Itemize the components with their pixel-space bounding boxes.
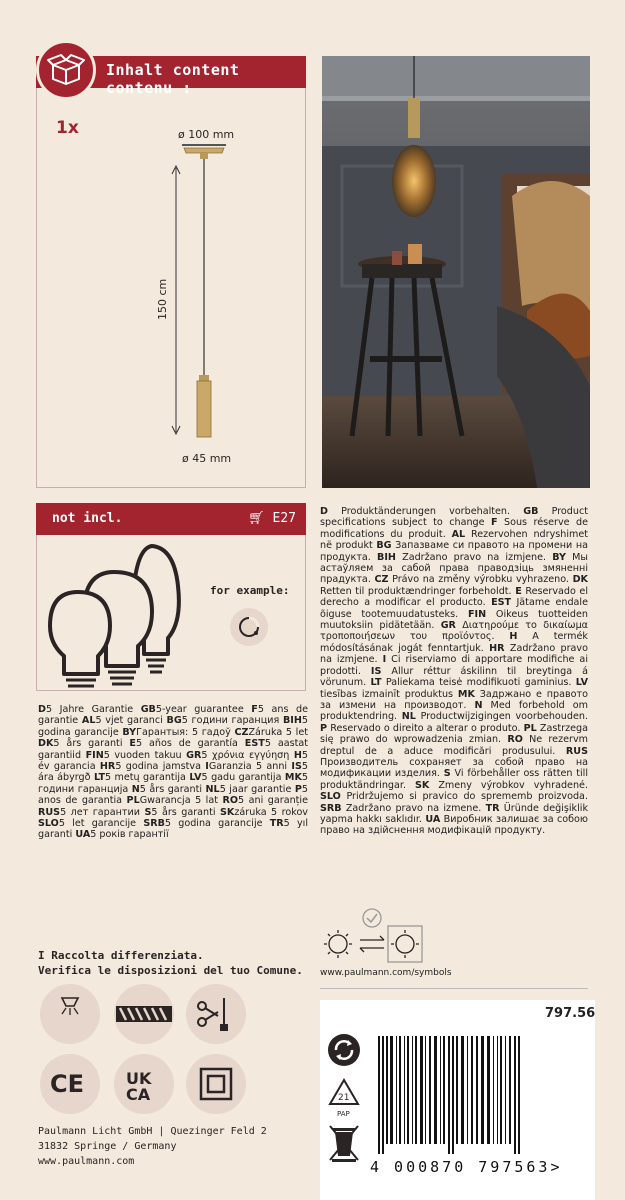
statement-text: Sous réserve de modifications du produit.	[320, 517, 588, 540]
country-code: DK	[572, 574, 588, 586]
country-code: S	[443, 768, 451, 780]
statement-text: 5 vuoden takuu	[103, 749, 187, 761]
statement-text: Rezervohen ndryshimet në produkt	[320, 528, 589, 552]
country-code: NL	[401, 711, 416, 723]
statement-text: 5 års garanti	[151, 806, 221, 818]
ce-mark-icon	[40, 1054, 100, 1114]
statement-text: tiesības izmainīt produktus	[320, 688, 458, 700]
barcode-bar	[461, 1036, 464, 1144]
country-code: AL	[81, 715, 96, 727]
shade-diameter-label: ø 45 mm	[182, 452, 232, 465]
statement-text: Reservado el derecho a modificar el producto.	[320, 585, 588, 609]
country-code: SK	[415, 779, 430, 791]
statement-text: 5 години гаранция	[181, 715, 283, 727]
ceiling-light-icon	[40, 984, 100, 1044]
recycling-note-line1: I Raccolta differenziata.	[38, 949, 204, 962]
paper-code-number: 21	[338, 1093, 350, 1103]
statement-text: 5 Jahre Garantie	[45, 704, 141, 715]
country-code: MK	[284, 772, 302, 784]
statement-text: 5 лет гарантии	[60, 806, 145, 818]
statement-text: Produktänderungen vorbehalten.	[327, 506, 524, 517]
country-code: GB	[523, 506, 539, 517]
country-code: BG	[376, 540, 392, 552]
country-code: BY	[122, 726, 137, 738]
cable-braid-icon	[114, 984, 174, 1044]
statement-text: Gwarancja 5 lat	[139, 795, 223, 807]
country-code: HR	[489, 642, 505, 654]
statement-text: záruka 5 rokov	[234, 806, 308, 818]
statement-text: 5 ára ábyrgð	[38, 761, 308, 784]
socket-label: E27	[272, 511, 296, 526]
barcode-bar	[487, 1036, 490, 1144]
statement-text: Ne rezervm dreptul de a aduce modificări produsului.	[320, 734, 588, 757]
country-code: BIH	[377, 551, 396, 563]
recycling-arrows-icon	[326, 1032, 362, 1068]
statement-text: 5 yıl garanti	[38, 818, 308, 841]
svg-text:UK: UK	[126, 1069, 152, 1088]
country-code: SK	[220, 806, 235, 818]
barcode-bar	[514, 1036, 516, 1154]
country-code: MK	[457, 688, 475, 700]
statement-text: Product specifications subject to change	[320, 506, 588, 529]
barcode-bar	[497, 1036, 498, 1144]
statement-text: 5 años de garantía	[135, 738, 245, 750]
item-code: 797.56	[545, 1006, 596, 1021]
statement-text: 5 anos de garantia	[38, 783, 309, 807]
statement-text: 5 години гаранција	[38, 772, 308, 795]
country-code: IS	[291, 761, 302, 773]
barcode-bar	[407, 1036, 409, 1144]
statement-text: 5 vjet garanci	[95, 715, 167, 727]
not-included-header	[36, 503, 306, 535]
light-bulb-replacement-icon	[320, 906, 440, 966]
statement-text: Üründe değişiklik yapma hakkı saklıdır.	[320, 802, 588, 825]
country-code: UA	[425, 813, 441, 825]
statement-text: Zmeny výrobkov vyhradené.	[429, 779, 588, 791]
statement-text: Reservado o direito a alterar o produto.	[327, 722, 524, 734]
country-code: BIH	[282, 715, 302, 727]
statement-text: Med forbehold om produktendring.	[320, 699, 588, 723]
statement-text: Garanzia 5 anni	[208, 761, 292, 773]
country-code: SLO	[320, 791, 341, 803]
statement-text: Pridržujemo si pravico do sprememb proizvoda.	[340, 791, 588, 803]
statement-text: Задржано е правото за измени на производот.	[320, 688, 588, 711]
country-code: CZ	[234, 726, 249, 738]
barcode-bar	[456, 1036, 458, 1144]
statement-text: Záruka 5 let	[248, 726, 308, 738]
bulb-outlines-icon	[44, 542, 204, 692]
barcode-bar	[440, 1036, 441, 1144]
country-code: LV	[189, 772, 202, 784]
country-code: IS	[370, 665, 382, 677]
paper-code-label: PAP	[337, 1110, 350, 1118]
product-photo	[322, 56, 590, 488]
statement-text: Productwijzigingen voorbehouden.	[415, 711, 588, 723]
statement-text: 5 års garanti	[139, 783, 206, 795]
country-code: H	[509, 631, 518, 643]
country-code: HR	[99, 761, 116, 773]
company-address	[38, 1124, 308, 1169]
country-code: I	[205, 761, 209, 773]
barcode-bar	[399, 1036, 401, 1144]
statement-text: Производитель сохраняет за собой право на модификации изделия.	[320, 756, 588, 780]
country-code: E	[515, 585, 522, 597]
svg-text:CA: CA	[126, 1085, 151, 1104]
country-code: F	[491, 517, 498, 529]
country-code: D	[320, 506, 328, 517]
company-website: www.paulmann.com	[38, 1156, 135, 1167]
barcode-bar	[382, 1036, 384, 1154]
country-code: NL	[205, 783, 220, 795]
cart-icon: 🛒︎	[248, 511, 273, 526]
symbols-url: www.paulmann.com/symbols	[320, 968, 452, 978]
barcode-bar	[471, 1036, 473, 1144]
company-city: 31832 Springe / Germany	[38, 1141, 177, 1152]
country-code: RUS	[38, 806, 61, 818]
warranty-text	[38, 704, 308, 841]
barcode-bar	[390, 1036, 393, 1144]
barcode-bar	[378, 1036, 380, 1154]
country-code: P	[294, 783, 302, 795]
country-code: S	[144, 806, 152, 818]
divider	[320, 988, 588, 989]
country-code: BG	[166, 715, 182, 727]
statement-text: Zastrzega się prawo do wprowadzenia zmian.	[320, 722, 588, 746]
quantity-label: 1x	[56, 118, 79, 138]
country-code: LT	[93, 772, 106, 784]
statement-text: Paliekama teisė modifikuoti gaminius.	[381, 677, 576, 689]
barcode-bar	[396, 1036, 397, 1144]
statement-text: 5 godina jamstva	[115, 761, 206, 773]
not-included-label: not incl.	[52, 511, 123, 526]
statement-text: Právo na změny výrobku vyhrazeno.	[388, 574, 573, 586]
statement-text: Мы астаўляем за сабой права праводзіць змяненні прадукта.	[320, 551, 589, 586]
country-code: TR	[485, 802, 500, 814]
country-code: TR	[269, 818, 284, 830]
barcode-bar	[518, 1036, 520, 1154]
statement-text: 5 jaar garantie	[219, 783, 295, 795]
statement-text: Retten til produktændringer forbeholdt.	[320, 585, 516, 597]
cable-length-label: 150 cm	[156, 278, 169, 320]
cut-to-length-icon	[186, 984, 246, 1044]
country-code: GB	[140, 704, 156, 715]
barcode-bar	[412, 1036, 413, 1144]
barcode-bar	[481, 1036, 484, 1144]
statement-text: Oikeus tuotteiden muutoksiin pidätetään.	[320, 608, 588, 632]
statement-text: Zadržano pravo na izmjene.	[320, 642, 588, 666]
statement-text: Запазваме си правото на промени на продукта.	[320, 540, 588, 563]
statement-text: 5 års garanti	[53, 738, 130, 750]
country-code: LV	[575, 677, 588, 689]
statement-text: 5 χρόνια εγγύηση	[201, 749, 294, 761]
statement-text: Виробник залишає за собою право на здійснення модифікацій продукту.	[320, 813, 589, 837]
country-code: SRB	[143, 818, 165, 830]
barcode-bar	[443, 1036, 445, 1144]
statement-text: 5 ans de garantie	[38, 704, 309, 727]
country-code: N	[131, 783, 140, 795]
barcode-marker: >	[550, 1158, 563, 1176]
statement-text: 5 aastat garantiid	[38, 738, 309, 761]
country-code: EST	[244, 738, 265, 750]
country-code: D	[38, 704, 46, 715]
statement-text: 5 gadu garantija	[201, 772, 285, 784]
barcode-bar	[386, 1036, 388, 1144]
statement-text: 5 ani garanție	[238, 795, 308, 807]
country-code: H	[293, 749, 302, 761]
for-example-label: for example:	[210, 584, 290, 597]
statement-text: 5 років гарантії	[90, 829, 169, 841]
statement-text: 5 let garancije	[58, 818, 144, 830]
dimmable-icon	[230, 608, 268, 646]
pendant-lamp-drawing	[140, 120, 300, 470]
statement-text: A termék módosításának jogát fenntartjuk.	[320, 631, 588, 654]
statement-text: Διατηρούμε το δικαίωμα τροποποιήσεων του προϊόντος.	[320, 620, 588, 643]
statement-text: 5 év garancia	[38, 749, 308, 773]
contents-header-label: Inhalt content contenu :	[106, 61, 240, 97]
country-code: UA	[75, 829, 91, 841]
statement-text: 5 godina garancije	[38, 715, 308, 738]
country-code: F	[251, 704, 258, 715]
barcode-bar	[493, 1036, 494, 1144]
country-code: I	[382, 654, 387, 666]
canopy-diameter-label: ø 100 mm	[178, 128, 235, 141]
statement-text: Ci riserviamo di apportare modifiche ai prodotti.	[320, 654, 588, 677]
statement-text: 5 godina garancije	[164, 818, 270, 830]
barcode-bar	[404, 1036, 405, 1144]
country-code: GR	[440, 620, 456, 632]
company-name-address: Paulmann Licht GmbH | Quezinger Feld 2	[38, 1126, 267, 1137]
country-code: DK	[38, 738, 54, 750]
country-code: N	[474, 699, 483, 711]
country-code: GR	[186, 749, 202, 761]
statement-text: Vi förbehåller oss rätten till produktändringar.	[320, 768, 588, 791]
class-ii-insulation-icon	[186, 1054, 246, 1114]
country-code: RUS	[565, 745, 588, 757]
country-code: RO	[222, 795, 239, 807]
country-code: LT	[370, 677, 382, 689]
socket-type	[248, 511, 296, 526]
barcode-bar	[420, 1036, 423, 1144]
barcode-bar	[415, 1036, 417, 1144]
country-code: BY	[552, 551, 566, 563]
barcode-number	[370, 1158, 563, 1176]
statement-text: 5 metų garantija	[105, 772, 190, 784]
statement-text: Zadržano pravo na izmene.	[341, 802, 486, 814]
statement-text: Jätame endale õiguse tootemuudatusteks.	[320, 597, 588, 620]
country-code: SLO	[38, 818, 59, 830]
barcode-bar	[500, 1036, 502, 1144]
barcode-bar	[429, 1036, 431, 1144]
legal-text	[320, 506, 588, 837]
country-code: RO	[507, 734, 523, 746]
barcode-bar	[505, 1036, 506, 1144]
box-icon	[36, 40, 96, 100]
recycling-note	[38, 948, 308, 978]
barcode-bar	[467, 1036, 468, 1144]
weee-bin-icon	[326, 1122, 362, 1162]
country-code: FIN	[467, 608, 487, 620]
barcode-bar	[434, 1036, 437, 1144]
barcode-bar	[452, 1036, 454, 1154]
statement-text: 5-year guarantee	[155, 704, 252, 715]
country-code: P	[320, 722, 328, 734]
ukca-mark-icon	[114, 1054, 174, 1114]
statement-text: Zadržano pravo na izmjene.	[395, 551, 553, 563]
barcode-bar	[476, 1036, 478, 1144]
paper-recycling-code-icon	[326, 1076, 362, 1120]
barcode-bar	[448, 1036, 450, 1154]
country-code: SRB	[320, 802, 342, 814]
recycling-note-line2: Verifica le disposizioni del tuo Comune.	[38, 964, 303, 977]
statement-text: Гарантыя: 5 гадоў	[136, 726, 235, 738]
svg-text:CE: CE	[50, 1070, 85, 1098]
country-code: PL	[126, 795, 140, 807]
country-code: PL	[523, 722, 537, 734]
barcode-bar	[425, 1036, 426, 1144]
statement-text: Allur réttur áskilinn til breytinga á vörunum.	[320, 665, 588, 689]
barcode	[374, 1036, 584, 1154]
country-code: E	[129, 738, 136, 750]
country-code: FIN	[85, 749, 104, 761]
barcode-bar	[509, 1036, 511, 1144]
country-code: AL	[451, 528, 466, 540]
barcode-digits: 4 000870 797563	[370, 1158, 551, 1176]
country-code: EST	[491, 597, 512, 609]
country-code: CZ	[374, 574, 389, 586]
